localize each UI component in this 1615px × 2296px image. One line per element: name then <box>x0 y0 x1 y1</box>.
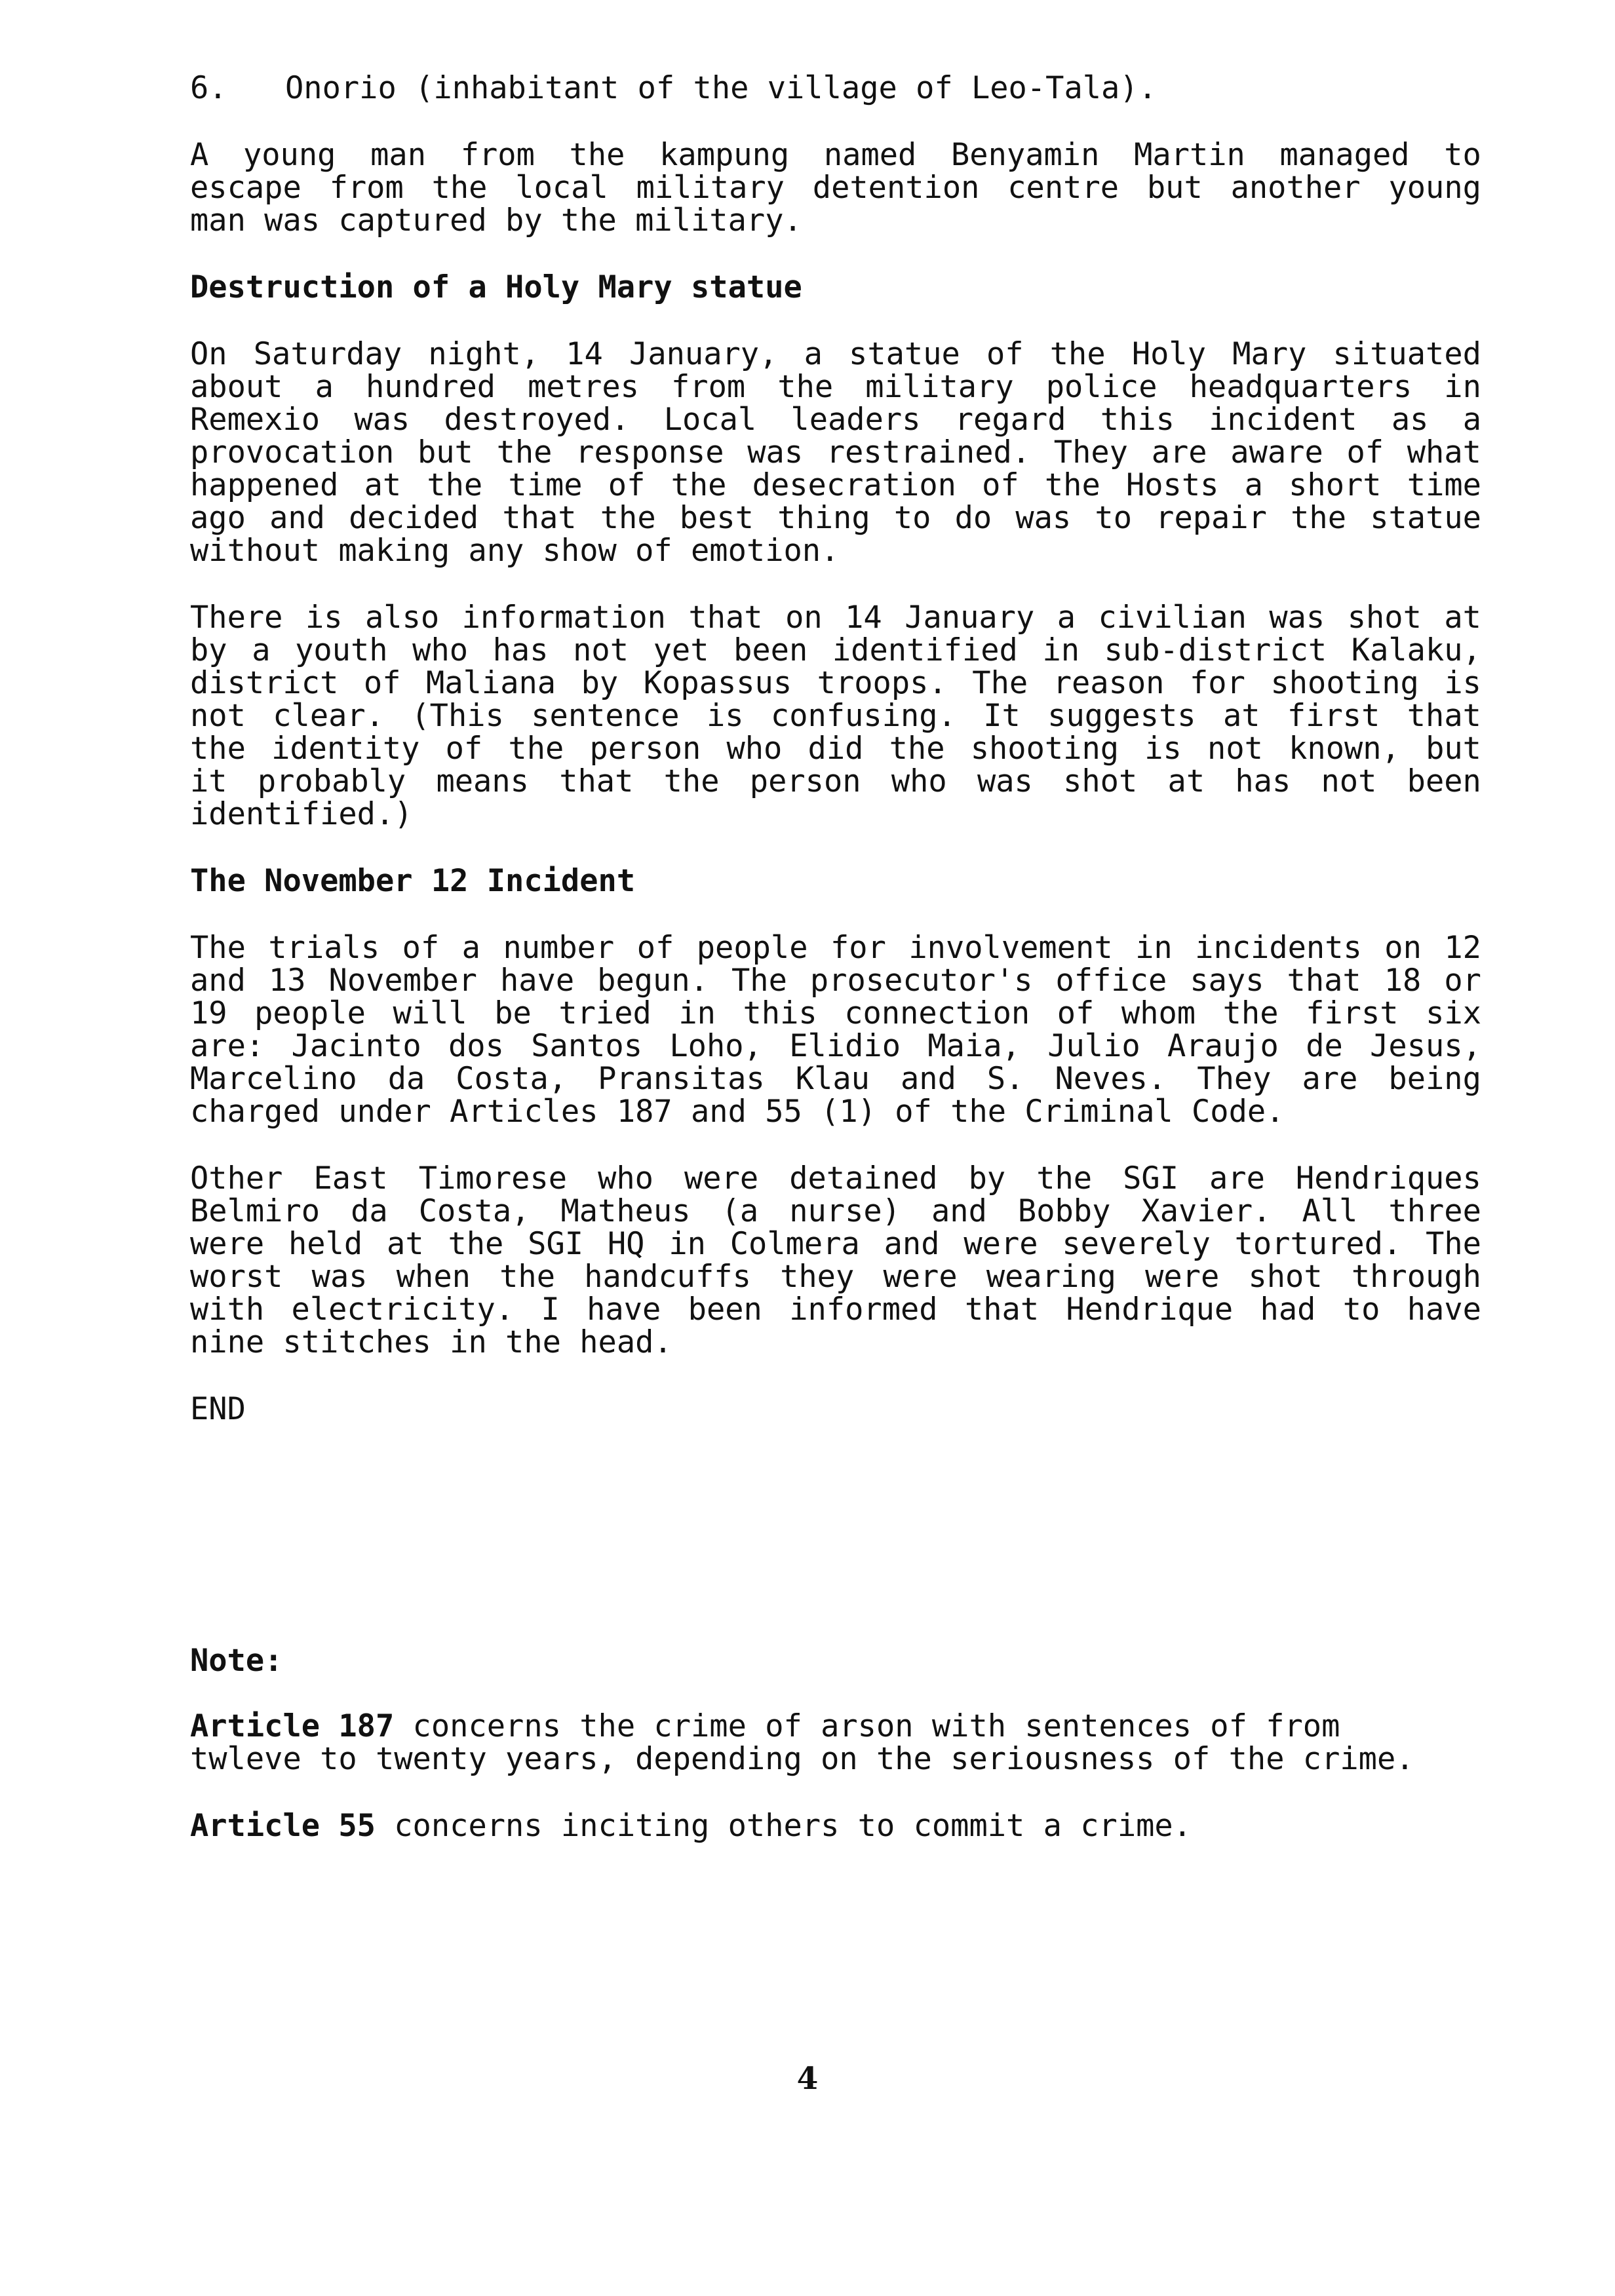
document-body <box>190 72 1481 1426</box>
text-line: Marcelino da Costa, Pransitas Klau and S. Neves. They are being <box>190 1061 1481 1097</box>
text-line: Other East Timorese who were detained by the SGI are Hendriques <box>190 1160 1481 1196</box>
article-label: Article 187 <box>190 1708 395 1744</box>
text-line: happened at the time of the desecration of the Hosts a short time <box>190 467 1481 503</box>
note-article-55 <box>190 1810 1481 1843</box>
article-label: Article 55 <box>190 1808 376 1844</box>
text-line: provocation but the response was restrained. They are aware of what <box>190 434 1481 470</box>
item-number: 6. <box>190 70 227 106</box>
text-line: it probably means that the person who was shot at has not been <box>190 763 1481 799</box>
text-line: Belmiro da Costa, Matheus (a nurse) and Bobby Xavier. All three <box>190 1193 1481 1229</box>
paragraph-detained <box>190 1162 1481 1359</box>
text-line: the identity of the person who did the shooting is not known, but <box>190 731 1481 767</box>
text-line: identified.) <box>190 796 413 832</box>
text-line: twleve to twenty years, depending on the seriousness of the crime. <box>190 1741 1414 1777</box>
text-line: without making any show of emotion. <box>190 533 840 569</box>
text-line: about a hundred metres from the military police headquarters in <box>190 369 1481 405</box>
paragraph-statue <box>190 338 1481 567</box>
note-article-187 <box>190 1710 1481 1776</box>
text-line: not clear. (This sentence is confusing. It suggests at first that <box>190 698 1481 734</box>
paragraph-shooting <box>190 602 1481 831</box>
item-text: Onorio (inhabitant of the village of Leo-Tala). <box>285 70 1157 106</box>
note-heading: Note: <box>190 1643 283 1679</box>
paragraph-trials <box>190 932 1481 1128</box>
text-line: On Saturday night, 14 January, a statue of the Holy Mary situated <box>190 336 1481 372</box>
notes-section <box>190 1710 1481 1877</box>
text-line: nine stitches in the head. <box>190 1324 672 1360</box>
text-line: A young man from the kampung named Benyamin Martin managed to <box>190 137 1481 173</box>
page-number: 4 <box>796 2061 819 2097</box>
text-line: are: Jacinto dos Santos Loho, Elidio Maia, Julio Araujo de Jesus, <box>190 1028 1481 1064</box>
text-line: escape from the local military detention centre but another young <box>190 170 1481 206</box>
text-line: with electricity. I have been informed that Hendrique had to have <box>190 1292 1481 1328</box>
list-item-6 <box>190 72 1481 105</box>
text-line <box>190 1710 1481 1743</box>
text-line: by a youth who has not yet been identified in sub-district Kalaku, <box>190 632 1481 668</box>
text-line <box>190 1810 1481 1843</box>
section-heading-holy-mary: Destruction of a Holy Mary statue <box>190 269 802 305</box>
text-line: and 13 November have begun. The prosecutor's office says that 18 or <box>190 963 1481 999</box>
text-line: ago and decided that the best thing to do was to repair the statue <box>190 500 1481 536</box>
paragraph-benyamin <box>190 139 1481 237</box>
text-line: charged under Articles 187 and 55 (1) of the Criminal Code. <box>190 1094 1285 1130</box>
text-line: worst was when the handcuffs they were wearing were shot through <box>190 1259 1481 1295</box>
text-line: The trials of a number of people for involvement in incidents on 12 <box>190 930 1481 966</box>
note-text: concerns the crime of arson with sentences of from <box>394 1708 1340 1744</box>
text-line: There is also information that on 14 January a civilian was shot at <box>190 600 1481 636</box>
text-line: were held at the SGI HQ in Colmera and were severely tortured. The <box>190 1226 1481 1262</box>
note-text: concerns inciting others to commit a crime. <box>375 1808 1192 1844</box>
text-line: man was captured by the military. <box>190 202 802 239</box>
text-line: Remexio was destroyed. Local leaders regard this incident as a <box>190 402 1481 438</box>
end-marker: END <box>190 1391 246 1427</box>
text-line: 19 people will be tried in this connection of whom the first six <box>190 995 1481 1031</box>
section-heading-november: The November 12 Incident <box>190 863 636 899</box>
text-line: district of Maliana by Kopassus troops. The reason for shooting is <box>190 665 1481 701</box>
